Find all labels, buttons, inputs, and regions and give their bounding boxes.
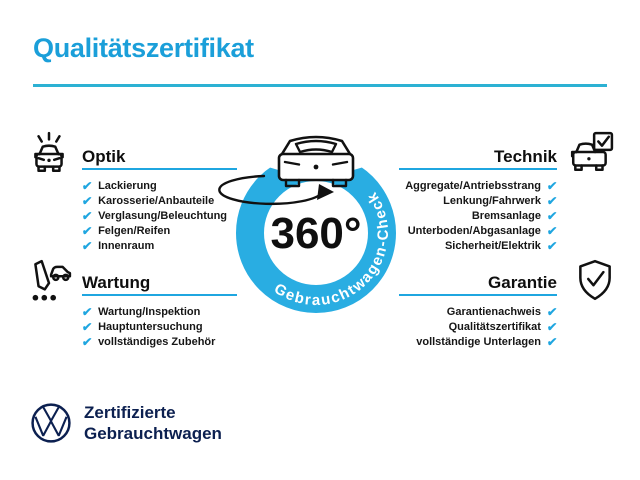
section-wartung-list [82, 304, 215, 350]
list-item: ✔ Karosserie/Anbauteile [81, 193, 215, 208]
check-icon: ✔ [81, 319, 93, 334]
list-item: Aggregate/Antriebsstrang ✔ [405, 178, 558, 193]
footer-brand-text [84, 403, 222, 445]
list-item: Unterboden/Abgasanlage ✔ [407, 224, 558, 239]
car-checkbox-icon [568, 130, 614, 176]
360-check-badge [216, 120, 416, 336]
list-item: ✔ vollständiges Zubehör [81, 334, 216, 349]
section-garantie-rule [399, 294, 557, 296]
check-icon: ✔ [546, 178, 558, 193]
list-item: vollständige Unterlagen ✔ [416, 334, 558, 349]
service-checklist-icon [26, 258, 72, 304]
list-item: ✔ Innenraum [81, 239, 155, 254]
check-icon: ✔ [546, 319, 558, 334]
check-icon: ✔ [81, 208, 93, 223]
section-technik-heading: Technik [494, 147, 557, 166]
list-item: ✔ Lackierung [81, 178, 157, 193]
list-item: ✔ Felgen/Reifen [81, 224, 171, 239]
section-garantie-heading: Garantie [488, 273, 557, 292]
check-icon: ✔ [81, 334, 93, 349]
section-technik-rule [399, 168, 557, 170]
check-icon: ✔ [546, 193, 558, 208]
title-divider [33, 84, 607, 87]
list-item: Qualitätszertifikat ✔ [448, 319, 558, 334]
check-icon: ✔ [546, 239, 558, 254]
section-optik-heading: Optik [82, 147, 126, 166]
check-icon: ✔ [81, 239, 93, 254]
list-item: Garantienachweis ✔ [446, 304, 558, 319]
list-item: ✔ Hauptuntersuchung [81, 319, 203, 334]
check-icon: ✔ [81, 304, 93, 319]
section-garantie-list [416, 304, 557, 350]
shield-check-icon [572, 257, 618, 303]
list-item: Lenkung/Fahrwerk ✔ [443, 193, 558, 208]
page-title: Qualitätszertifikat [33, 33, 254, 63]
check-icon: ✔ [546, 304, 558, 319]
section-wartung-heading: Wartung [82, 273, 151, 292]
list-item: ✔ Wartung/Inspektion [81, 304, 201, 319]
list-item: Bremsanlage ✔ [471, 208, 558, 223]
footer-line2: Gebrauchtwagen [84, 423, 222, 443]
section-optik-rule [82, 168, 237, 170]
badge-ring-label: Gebrauchtwagen-Check [271, 188, 393, 309]
check-icon: ✔ [546, 334, 558, 349]
badge-center-text: 360° [270, 209, 362, 258]
section-technik-list [405, 178, 557, 254]
check-icon: ✔ [81, 193, 93, 208]
section-wartung-rule [82, 294, 237, 296]
check-icon: ✔ [546, 224, 558, 239]
check-icon: ✔ [81, 224, 93, 239]
vw-logo [30, 402, 72, 444]
check-icon: ✔ [546, 208, 558, 223]
section-optik-list [82, 178, 227, 254]
list-item: ✔ Verglasung/Beleuchtung [81, 208, 228, 223]
list-item: Sicherheit/Elektrik ✔ [444, 239, 558, 254]
car-shine-icon [26, 130, 72, 176]
check-icon: ✔ [81, 178, 93, 193]
footer-line1: Zertifizierte [84, 403, 176, 422]
